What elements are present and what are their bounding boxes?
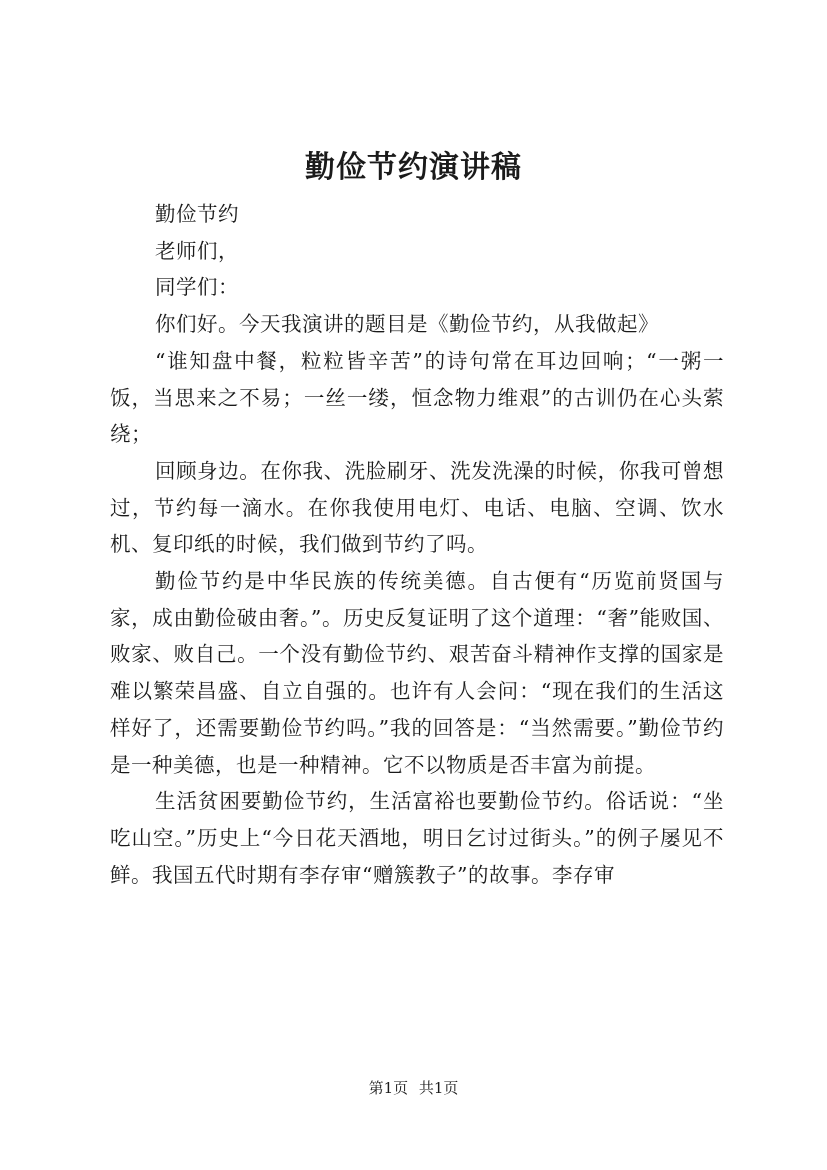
page-total: 共1页 — [418, 1079, 459, 1097]
page-number: 第1页 — [368, 1079, 409, 1097]
paragraph-salutation-students: 同学们： — [155, 275, 239, 300]
paragraph-greeting: 你们好。今天我演讲的题目是《勤俭节约，从我做起》 — [155, 312, 659, 337]
paragraph-poem: “谁知盘中餐，粒粒皆辛苦”的诗句常在耳边回响；“一粥一饭，当思来之不易；一丝一缕，恒念物力维艰”的古训仍在心头萦绕； — [110, 348, 724, 447]
page-footer — [0, 1078, 827, 1098]
paragraph-history: 生活贫困要勤俭节约，生活富裕也要勤俭节约。俗话说：“坐吃山空。”历史上“今日花天酒地，明日乞讨过街头。”的例子屡见不鲜。我国五代时期有李存审“赠簇教子”的故事。李存审 — [110, 789, 724, 887]
document-body — [110, 196, 724, 893]
document-title: 勤俭节约演讲稿 — [305, 150, 522, 185]
paragraph-subtitle: 勤俭节约 — [155, 202, 239, 226]
paragraph-look-around: 回顾身边。在你我、洗脸刷牙、洗发洗澡的时候，你我可曾想过，节约每一滴水。在你我使用电灯、电话、电脑、空调、饮水机、复印纸的时候，我们做到节约了吗。 — [110, 458, 724, 557]
paragraph-salutation-teachers: 老师们， — [155, 238, 239, 263]
paragraph-virtue: 勤俭节约是中华民族的传统美德。自古便有“历览前贤国与家，成由勤俭破由奢。”。历史反复证明了这个道理：“奢”能败国、败家、败自己。一个没有勤俭节约、艰苦奋斗精神作支撑的国家是难以繁荣昌盛、自立自强的。也许有人会问：“现在我们的生活这样好了，还需要勤俭节约吗。”我的回答是：“当然需要。”勤俭节约是一种美德，也是一种精神。它不以物质是否丰富为前提。 — [110, 569, 724, 777]
